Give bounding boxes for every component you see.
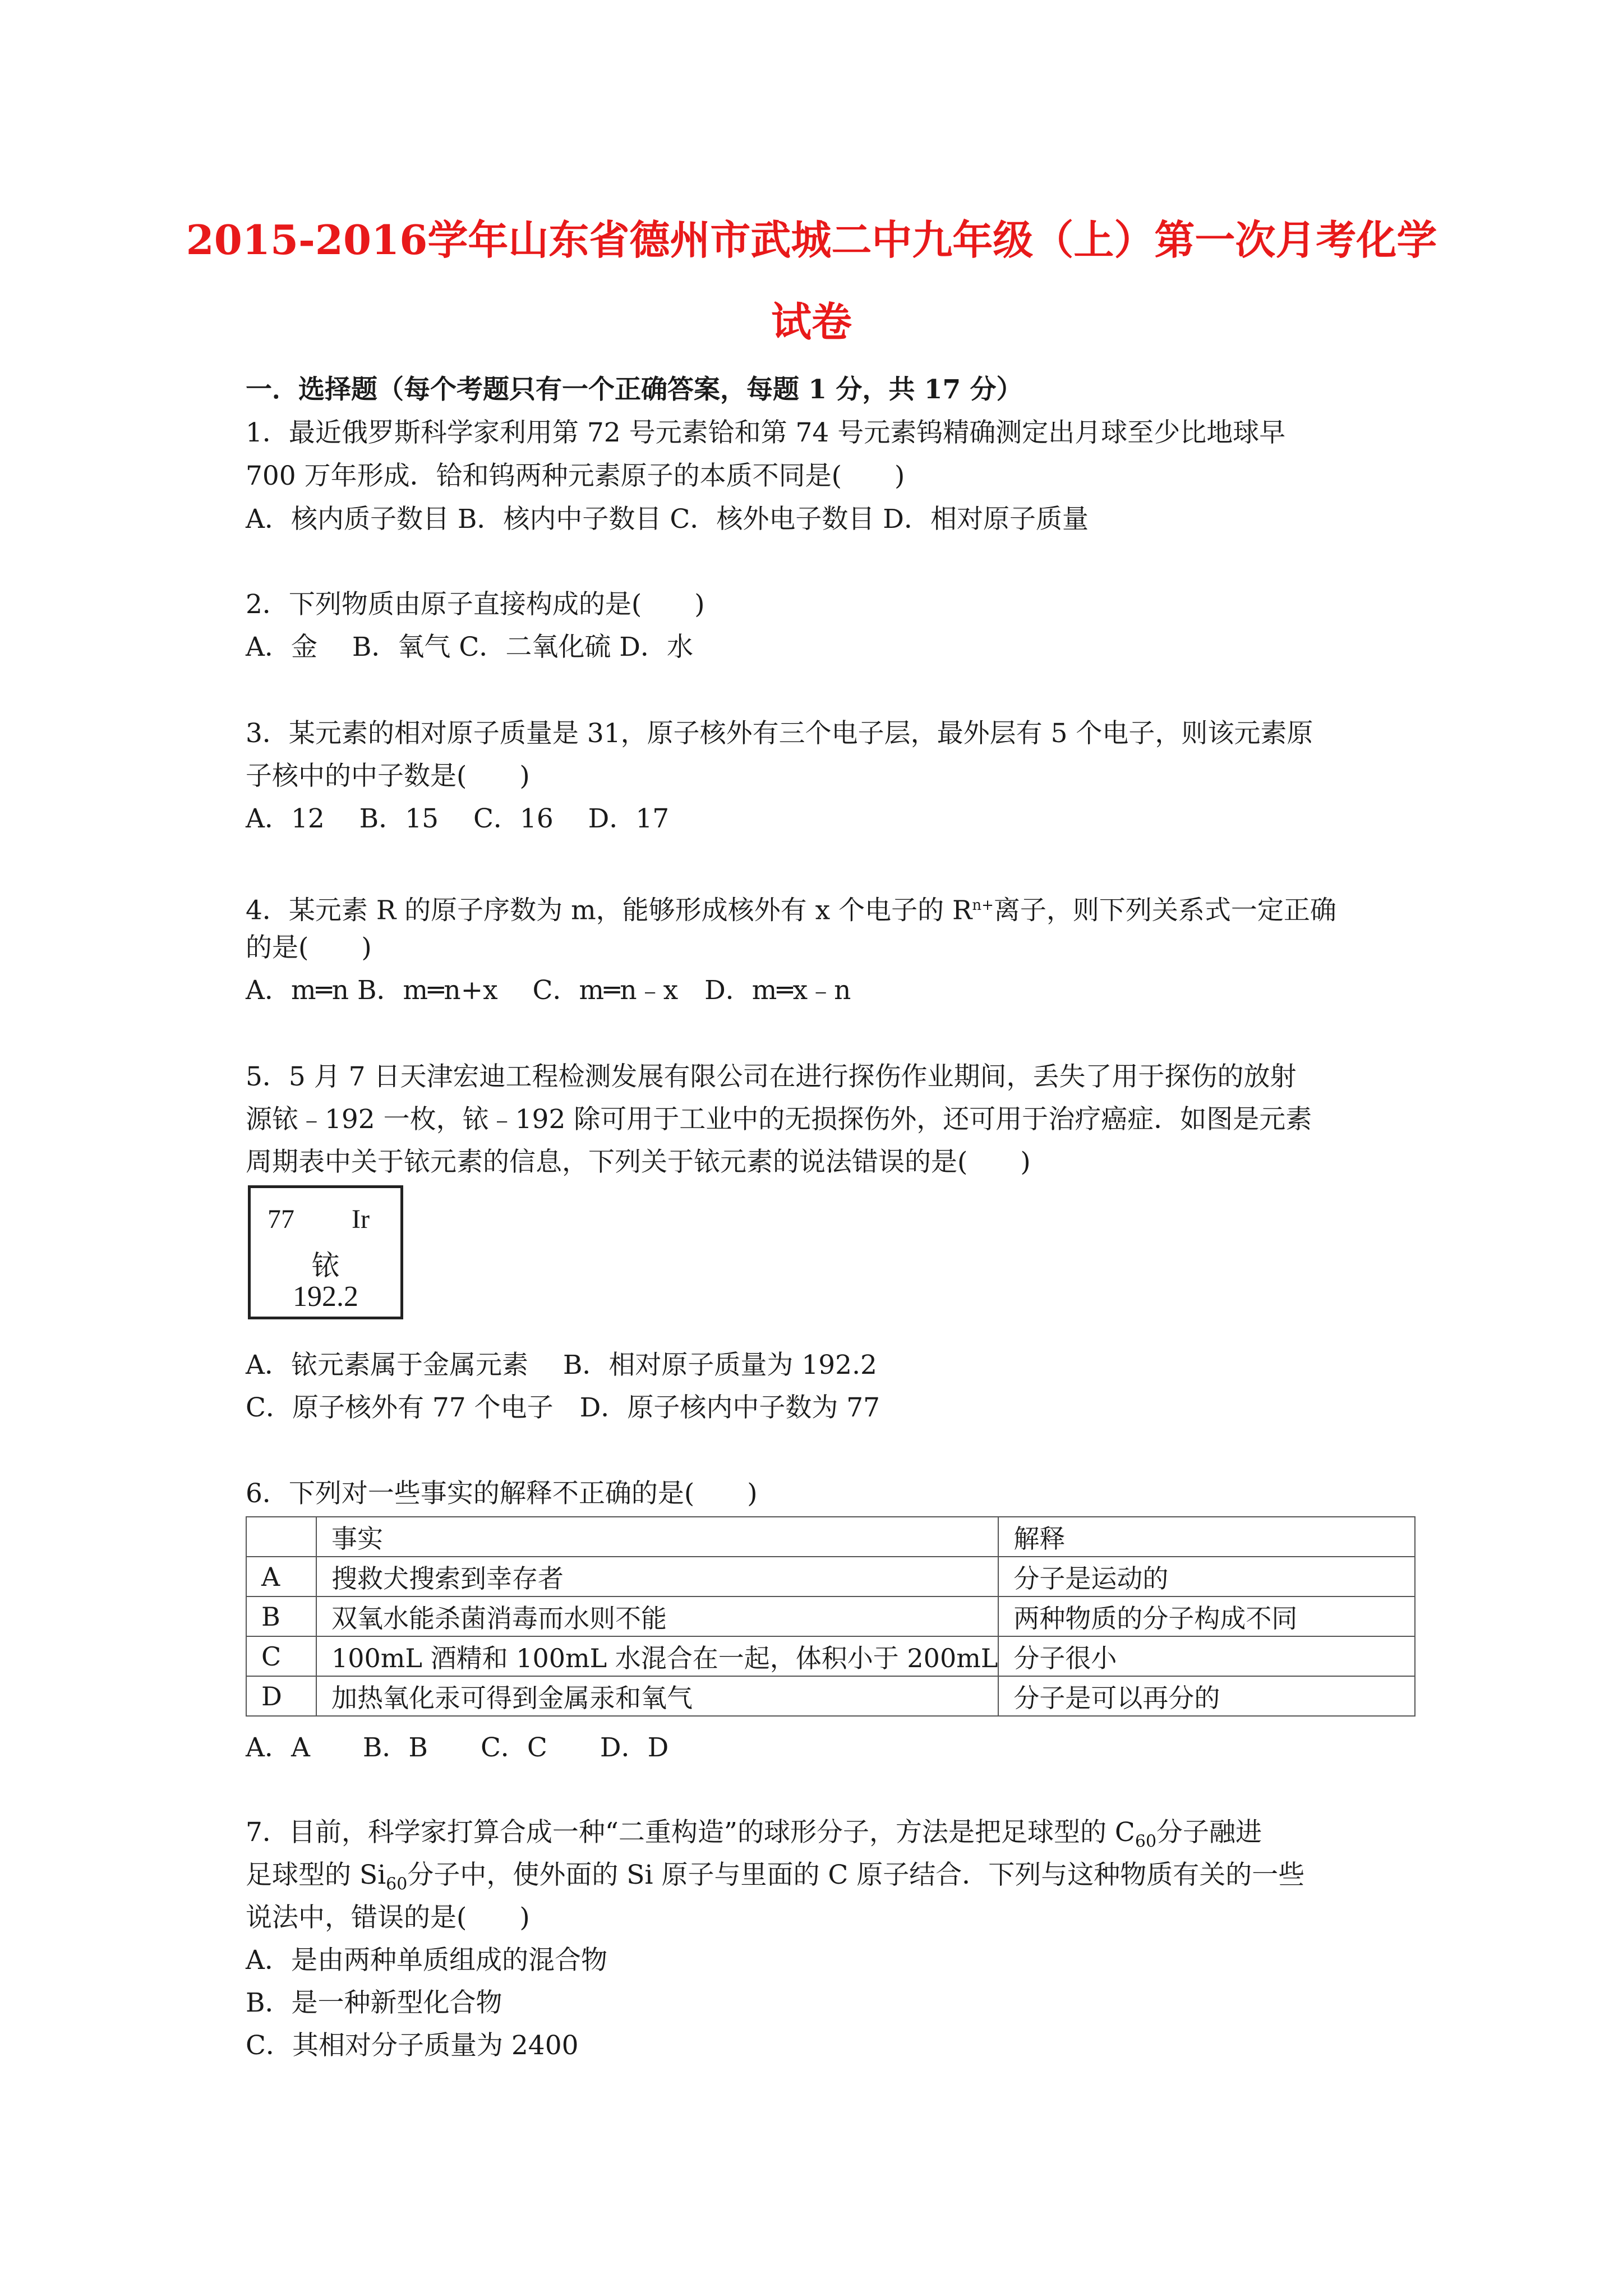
element-atomic-number: 77 bbox=[268, 1204, 294, 1234]
table-cell: A bbox=[246, 1557, 316, 1596]
q6-line-1: 6．下列对一些事实的解释不正确的是( ) bbox=[246, 1478, 758, 1509]
table-cell: 搜救犬搜索到幸存者 bbox=[316, 1557, 998, 1596]
q5-options-line-1: A．铱元素属于金属元素 B．相对原子质量为 192.2 bbox=[246, 1350, 877, 1381]
element-card-iridium bbox=[248, 1185, 403, 1319]
q7-line-2 bbox=[246, 1858, 1304, 1901]
q3-line-2: 子核中的中子数是( ) bbox=[246, 761, 530, 792]
table-row bbox=[246, 1676, 1415, 1716]
table-cell: 两种物质的分子构成不同 bbox=[998, 1596, 1415, 1636]
title-line-2: 试卷 bbox=[771, 298, 852, 346]
q7-line-1 bbox=[246, 1816, 1262, 1858]
table-row bbox=[246, 1636, 1415, 1676]
table-header-cell bbox=[246, 1517, 316, 1557]
q7-c60-subscript: 60 bbox=[1135, 1832, 1157, 1852]
q4-options: A．m═n B．m═n+x C．m═n﹣x D．m═x﹣n bbox=[246, 975, 851, 1006]
q3-line-1: 3．某元素的相对原子质量是 31，原子核外有三个电子层，最外层有 5 个电子，则该元素原 bbox=[246, 718, 1313, 749]
q2-line-1: 2．下列物质由原子直接构成的是( ) bbox=[246, 589, 705, 620]
table-cell: 分子是运动的 bbox=[998, 1557, 1415, 1596]
table-header-cell: 解释 bbox=[998, 1517, 1415, 1557]
table-cell: 双氧水能杀菌消毒而水则不能 bbox=[316, 1596, 998, 1636]
q6-options: A．A B．B C．C D．D bbox=[246, 1732, 669, 1763]
table-header-row bbox=[246, 1517, 1415, 1557]
q7-text-b: 分子融进 bbox=[1156, 1817, 1262, 1848]
q5-line-3: 周期表中关于铱元素的信息，下列关于铱元素的说法错误的是( ) bbox=[246, 1147, 1031, 1177]
table-row bbox=[246, 1596, 1415, 1636]
element-name: 铱 bbox=[311, 1249, 340, 1282]
q4-line-2: 的是( ) bbox=[246, 932, 372, 963]
title-line-1: 2015-2016学年山东省德州市武城二中九年级（上）第一次月考化学 bbox=[186, 216, 1437, 264]
q7-option-c: C．其相对分子质量为 2400 bbox=[246, 2030, 579, 2061]
q5-options-line-2: C．原子核外有 77 个电子 D．原子核内中子数为 77 bbox=[246, 1392, 880, 1423]
section-heading: 一．选择题（每个考题只有一个正确答案，每题 1 分，共 17 分） bbox=[246, 374, 1023, 405]
q4-ion-charge: n+ bbox=[972, 897, 994, 914]
q7-text-d: 分子中，使外面的 Si 原子与里面的 C 原子结合．下列与这种物质有关的一些 bbox=[407, 1860, 1305, 1890]
q4-text-b: 离子，则下列关系式一定正确 bbox=[993, 895, 1336, 926]
table-row bbox=[246, 1557, 1415, 1596]
q7-line-3: 说法中，错误的是( ) bbox=[246, 1902, 530, 1933]
q4-text-a: 4．某元素 R 的原子序数为 m，能够形成核外有 x 个电子的 R bbox=[246, 895, 972, 926]
table-cell: C bbox=[246, 1636, 316, 1676]
q4-line-1 bbox=[246, 889, 1336, 928]
q7-text-a: 7．目前，科学家打算合成一种“二重构造”的球形分子，方法是把足球型的 C bbox=[246, 1817, 1135, 1848]
table-cell: 100mL 酒精和 100mL 水混合在一起，体积小于 200mL bbox=[316, 1636, 998, 1676]
table-cell: B bbox=[246, 1596, 316, 1636]
element-symbol: Ir bbox=[352, 1204, 370, 1234]
element-atomic-mass: 192.2 bbox=[293, 1281, 358, 1313]
q2-options: A．金 B．氧气 C．二氧化硫 D．水 bbox=[246, 632, 693, 662]
q1-line-2: 700 万年形成．铪和钨两种元素原子的本质不同是( ) bbox=[246, 461, 905, 491]
table-cell: 加热氧化汞可得到金属汞和氧气 bbox=[316, 1676, 998, 1716]
q7-option-a: A．是由两种单质组成的混合物 bbox=[246, 1945, 607, 1976]
q1-options: A．核内质子数目 B．核内中子数目 C．核外电子数目 D．相对原子质量 bbox=[246, 504, 1089, 535]
q1-line-1: 1．最近俄罗斯科学家利用第 72 号元素铪和第 74 号元素钨精确测定出月球至少比地球早 bbox=[246, 417, 1286, 448]
table-header-cell: 事实 bbox=[316, 1517, 998, 1557]
q7-option-b: B．是一种新型化合物 bbox=[246, 1987, 502, 2018]
q5-line-1: 5．5 月 7 日天津宏迪工程检测发展有限公司在进行探伤作业期间，丢失了用于探伤的放射 bbox=[246, 1061, 1297, 1092]
q7-si60-subscript: 60 bbox=[386, 1874, 408, 1894]
q7-text-c: 足球型的 Si bbox=[246, 1860, 386, 1890]
facts-table bbox=[246, 1516, 1415, 1717]
q3-options: A．12 B．15 C．16 D．17 bbox=[246, 803, 670, 834]
table-cell: 分子是可以再分的 bbox=[998, 1676, 1415, 1716]
q5-line-2: 源铱﹣192 一枚，铱﹣192 除可用于工业中的无损探伤外，还可用于治疗癌症．如图是元素 bbox=[246, 1104, 1312, 1135]
table-cell: 分子很小 bbox=[998, 1636, 1415, 1676]
table-cell: D bbox=[246, 1676, 316, 1716]
